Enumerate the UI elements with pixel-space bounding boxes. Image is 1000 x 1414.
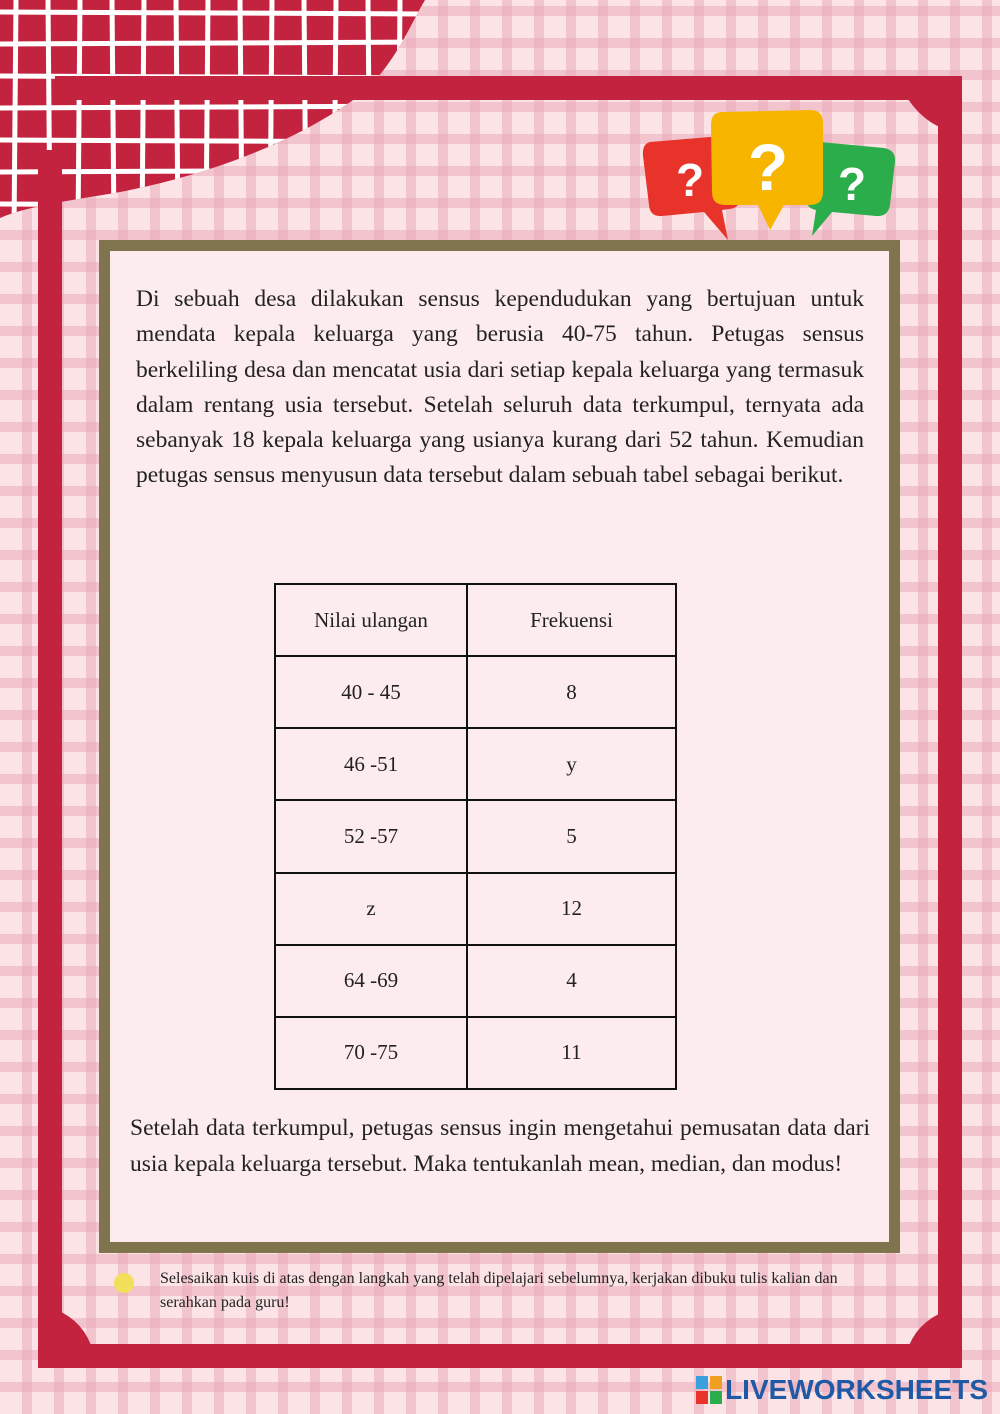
table-cell: 8 (467, 656, 676, 728)
brand-name: LIVEWORKSHEETS (725, 1374, 988, 1405)
table-row (275, 728, 676, 800)
table-cell: z (275, 873, 467, 945)
bullet-dot-icon (114, 1273, 134, 1293)
svg-text:?: ? (747, 130, 789, 204)
table-cell: 4 (467, 945, 676, 1017)
table-row (275, 945, 676, 1017)
question-bubbles (0, 0, 1000, 260)
frequency-table (274, 583, 677, 1090)
table-row (275, 873, 676, 945)
table-cell: 12 (467, 873, 676, 945)
table-cell: 52 -57 (275, 800, 467, 872)
instruction-note: Selesaikan kuis di atas dengan langkah yang telah dipelajari sebelumnya, kerjakan dibuku tulis kalian dan serahkan pada guru! (160, 1270, 838, 1311)
table-header-cell: Nilai ulangan (275, 584, 467, 656)
table-header-row (275, 584, 676, 656)
liveworksheets-logo-icon (696, 1376, 722, 1404)
problem-text: Di sebuah desa dilakukan sensus kependudukan yang bertujuan untuk mendata kepala keluarga yang berusia 40-75 tahun. Petugas sensus berkeliling desa dan mencatat usia dari setiap kepala keluarga yang termasuk dalam rentang usia tersebut. Setelah seluruh data terkumpul, ternyata ada sebanyak 18 kepala keluarga yang usianya kurang dari 52 tahun. Kemudian petugas sensus menyusun data tersebut dalam sebuah tabel sebagai berikut. (136, 286, 864, 489)
table-row (275, 656, 676, 728)
question-text: Setelah data terkumpul, petugas sensus ingin mengetahui pemusatan data dari usia kepala keluarga tersebut. Maka tentukanlah mean, median, dan modus! (130, 1115, 870, 1177)
table-row (275, 1017, 676, 1089)
table-cell: 70 -75 (275, 1017, 467, 1089)
question-bubble-yellow-icon (711, 110, 823, 230)
table-row (275, 800, 676, 872)
table-header-cell: Frekuensi (467, 584, 676, 656)
svg-text:?: ? (675, 154, 705, 206)
table-cell: 5 (467, 800, 676, 872)
table-cell: 46 -51 (275, 728, 467, 800)
table-cell: 40 - 45 (275, 656, 467, 728)
table-cell: y (467, 728, 676, 800)
table-cell: 11 (467, 1017, 676, 1089)
liveworksheets-brand[interactable] (696, 1372, 988, 1408)
table-cell: 64 -69 (275, 945, 467, 1017)
svg-text:?: ? (837, 158, 867, 210)
